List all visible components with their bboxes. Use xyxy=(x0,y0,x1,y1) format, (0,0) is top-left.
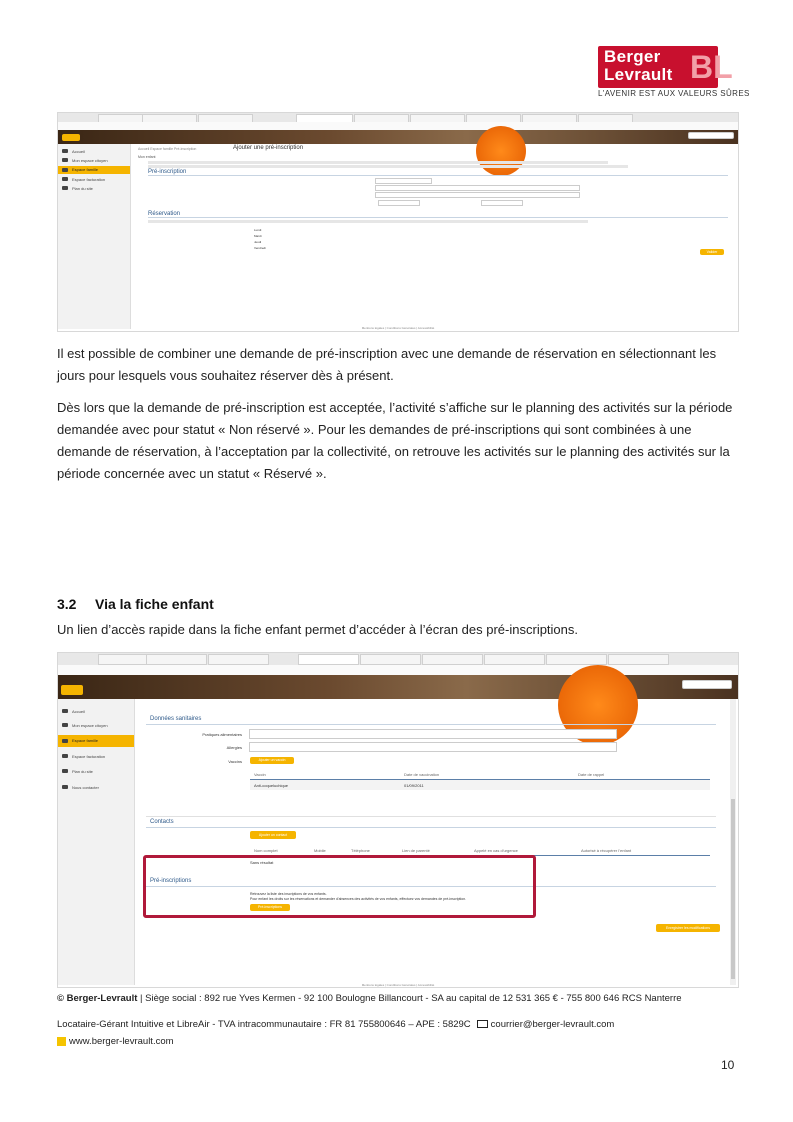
section-rule xyxy=(148,175,728,176)
add-vaccine-button: Ajouter un vaccin xyxy=(250,757,294,764)
logo-wordmark xyxy=(604,48,673,84)
paragraph-combine: Il est possible de combiner une demande de pré-inscription avec une demande de réservation en sélectionnant les jours pour lesquels vous souhaitez réserver dès à présent. xyxy=(57,346,717,383)
scrollbar xyxy=(730,699,736,985)
allergies-field xyxy=(249,742,617,752)
footer-company: © Berger-Levrault xyxy=(57,993,138,1004)
label-vaccins: Vaccins xyxy=(228,759,242,764)
contact-col: Autorisé à récupérer l'enfant xyxy=(581,848,632,853)
home-icon xyxy=(62,709,68,713)
breadcrumb: Accueil Espace famille Pré-inscription xyxy=(138,147,197,151)
sidebar xyxy=(58,144,131,329)
highlight-frame xyxy=(143,855,536,918)
sidebar-item-active xyxy=(58,735,134,747)
sidebar-item xyxy=(58,783,134,792)
contact-col: Nom complet xyxy=(254,848,278,853)
user-menu xyxy=(682,680,732,689)
user-menu xyxy=(688,132,734,139)
family-icon xyxy=(62,739,68,743)
no-result: Sans résultat xyxy=(250,860,274,865)
page-number: 10 xyxy=(721,1058,735,1072)
divider xyxy=(146,816,716,817)
section-heading xyxy=(57,596,214,612)
sidebar-item xyxy=(58,157,130,164)
contact-col: Lien de parenté xyxy=(402,848,430,853)
sidebar-item-label: Accueil xyxy=(72,709,85,714)
sidebar-item-label: Plan du site xyxy=(72,186,93,191)
banner-sun xyxy=(476,126,526,176)
browser-tab xyxy=(146,654,207,665)
sidebar-item-label: Espace facturation xyxy=(72,177,106,182)
sidebar xyxy=(58,699,135,985)
sidebar-item-label: Mon espace citoyen xyxy=(72,723,108,728)
euro-icon xyxy=(62,177,68,181)
browser-tab-active xyxy=(298,654,359,665)
sidebar-item xyxy=(58,767,134,776)
section-rule xyxy=(146,724,716,725)
section-preinscription: Pré-inscription xyxy=(148,169,187,175)
scrollbar-thumb xyxy=(731,799,735,979)
sidebar-item xyxy=(58,721,134,730)
preinsc-text: Pour enfant les droits sur les réservations et demander d'absences des activités de vos enfants, effectuez vos demandes de pré-inscription. xyxy=(250,897,467,901)
footer-address: | Siège social : 892 rue Yves Kermen - 92 100 Boulogne Billancourt - SA au capital de 12 531 365 € - 755 800 646 RCS Nanterre xyxy=(137,993,682,1004)
sidebar-item xyxy=(58,185,130,192)
app-footer: Mentions légales | Conditions Générales | Accessibilité xyxy=(361,983,435,987)
section-contacts: Contacts xyxy=(150,819,174,825)
paragraph-status: Dès lors que la demande de pré-inscription est acceptée, l’activité s’affiche sur le planning des activités sur la période demandée avec pour statut « Non réservé ». Pour les demandes de pré-inscriptions qui sont combinées à une demande de réservation, à l’acceptation par la collectivité, on retrouve les activités sur le planning des activités sur la période concernée avec un statut « Réservé ». xyxy=(57,400,733,481)
browser-tab xyxy=(208,654,269,665)
paragraph-quick-link: Un lien d’accès rapide dans la fiche enfant permet d’accéder à l’écran des pré-inscriptions. xyxy=(57,622,579,637)
sidebar-item-label: Espace famille xyxy=(72,167,99,172)
contact-col: Téléphone xyxy=(351,848,370,853)
footer-web: www.berger-levrault.com xyxy=(69,1036,174,1047)
footer-legal: Locataire-Gérant Intuitive et LibreAir - TVA intracommunautaire : FR 81 755800646 – APE : 5829C xyxy=(57,1019,471,1030)
sidebar-item xyxy=(58,752,134,761)
footer-email: courrier@berger-levrault.com xyxy=(490,1019,615,1030)
sidebar-item-label: Espace facturation xyxy=(72,754,106,759)
section-reservation: Réservation xyxy=(148,211,181,217)
envelope-icon xyxy=(477,1020,488,1028)
menu-button xyxy=(61,685,83,695)
section-preinscriptions: Pré-inscriptions xyxy=(150,878,192,884)
table-cell: 01/09/2011 xyxy=(404,783,424,788)
date-from-field xyxy=(378,200,420,206)
euro-icon xyxy=(62,754,68,758)
user-label: Mon enfant xyxy=(138,155,156,159)
info-text xyxy=(148,161,608,164)
home-icon xyxy=(62,149,68,153)
label-pratiques: Pratiques alimentaires xyxy=(202,732,242,737)
browser-tab xyxy=(608,654,669,665)
sidebar-item xyxy=(58,707,134,716)
table-cell: Anti-coqueluchique xyxy=(254,783,289,788)
logo-tagline: L'AVENIR EST AUX VALEURS SÛRES xyxy=(598,89,750,98)
sidebar-item-label: Nous contacter xyxy=(72,785,99,790)
sidebar-item-label: Plan du site xyxy=(72,769,93,774)
sitemap-icon xyxy=(62,186,68,190)
envelope-icon xyxy=(62,785,68,789)
sitemap-icon xyxy=(62,769,68,773)
sidebar-item xyxy=(58,148,130,155)
app-banner xyxy=(58,675,738,699)
submit-button: Valider xyxy=(700,249,724,255)
table-row xyxy=(250,780,710,790)
activity-select xyxy=(375,192,580,198)
date-to-field xyxy=(481,200,523,206)
page-title: Ajouter une pré-inscription xyxy=(233,145,304,151)
browser-tab xyxy=(98,654,147,665)
day-option: Lundi xyxy=(254,228,262,232)
sidebar-item-label: Espace famille xyxy=(72,738,99,743)
contact-col: Appelé en cas d'urgence xyxy=(474,848,518,853)
footer-line3 xyxy=(57,1036,174,1047)
sidebar-item xyxy=(58,176,130,183)
berger-levrault-logo xyxy=(598,46,750,98)
info-text xyxy=(148,165,628,168)
browser-tab xyxy=(422,654,483,665)
section-rule xyxy=(146,827,716,828)
screenshot-fiche-enfant xyxy=(57,652,739,988)
day-option: Mardi xyxy=(254,234,262,238)
vaccine-col: Date de vaccination xyxy=(404,772,440,777)
add-contact-button: Ajouter un contact xyxy=(250,831,296,839)
label-allergies: Allergies xyxy=(226,745,242,750)
section-title: Via la fiche enfant xyxy=(95,596,214,612)
section-rule xyxy=(148,217,728,218)
vaccine-col: Date de rappel xyxy=(578,772,605,777)
sidebar-item-label: Mon espace citoyen xyxy=(72,158,108,163)
user-icon xyxy=(62,723,68,727)
browser-tab xyxy=(360,654,421,665)
user-icon xyxy=(62,158,68,162)
info-text xyxy=(148,220,588,223)
day-option: Jeudi xyxy=(254,240,262,244)
pratiques-field xyxy=(249,729,617,739)
footer-line2 xyxy=(57,1019,614,1030)
yellow-square-icon xyxy=(57,1037,66,1046)
logo-line1: Berger xyxy=(604,47,661,66)
footer-line1 xyxy=(57,993,682,1004)
section-sanitaires: Données sanitaires xyxy=(150,716,202,722)
establishment-select xyxy=(375,185,580,191)
section-number: 3.2 xyxy=(57,596,77,612)
app-banner xyxy=(58,130,738,144)
preinsc-text: Retrouvez la liste des inscriptions de vos enfants. xyxy=(250,892,327,896)
browser-tab xyxy=(484,654,545,665)
sidebar-item-label: Accueil xyxy=(72,149,85,154)
sidebar-item-active xyxy=(58,166,130,174)
child-select xyxy=(375,178,432,184)
preinscriptions-button: Pré-inscriptions xyxy=(250,904,290,911)
logo-bl-mark: BL xyxy=(690,49,733,85)
contact-col: Mobile xyxy=(314,848,326,853)
day-option: Vendredi xyxy=(254,246,266,250)
logo-line2: Levrault xyxy=(604,65,673,84)
family-icon xyxy=(62,168,68,172)
vaccine-col: Vaccin xyxy=(254,772,266,777)
save-button: Enregistrer les modifications xyxy=(656,924,720,932)
menu-button xyxy=(62,134,80,141)
browser-tab xyxy=(546,654,607,665)
screenshot-preinscription xyxy=(57,112,739,332)
app-footer: Mentions légales | Conditions Générales | Accessibilité xyxy=(361,326,435,330)
